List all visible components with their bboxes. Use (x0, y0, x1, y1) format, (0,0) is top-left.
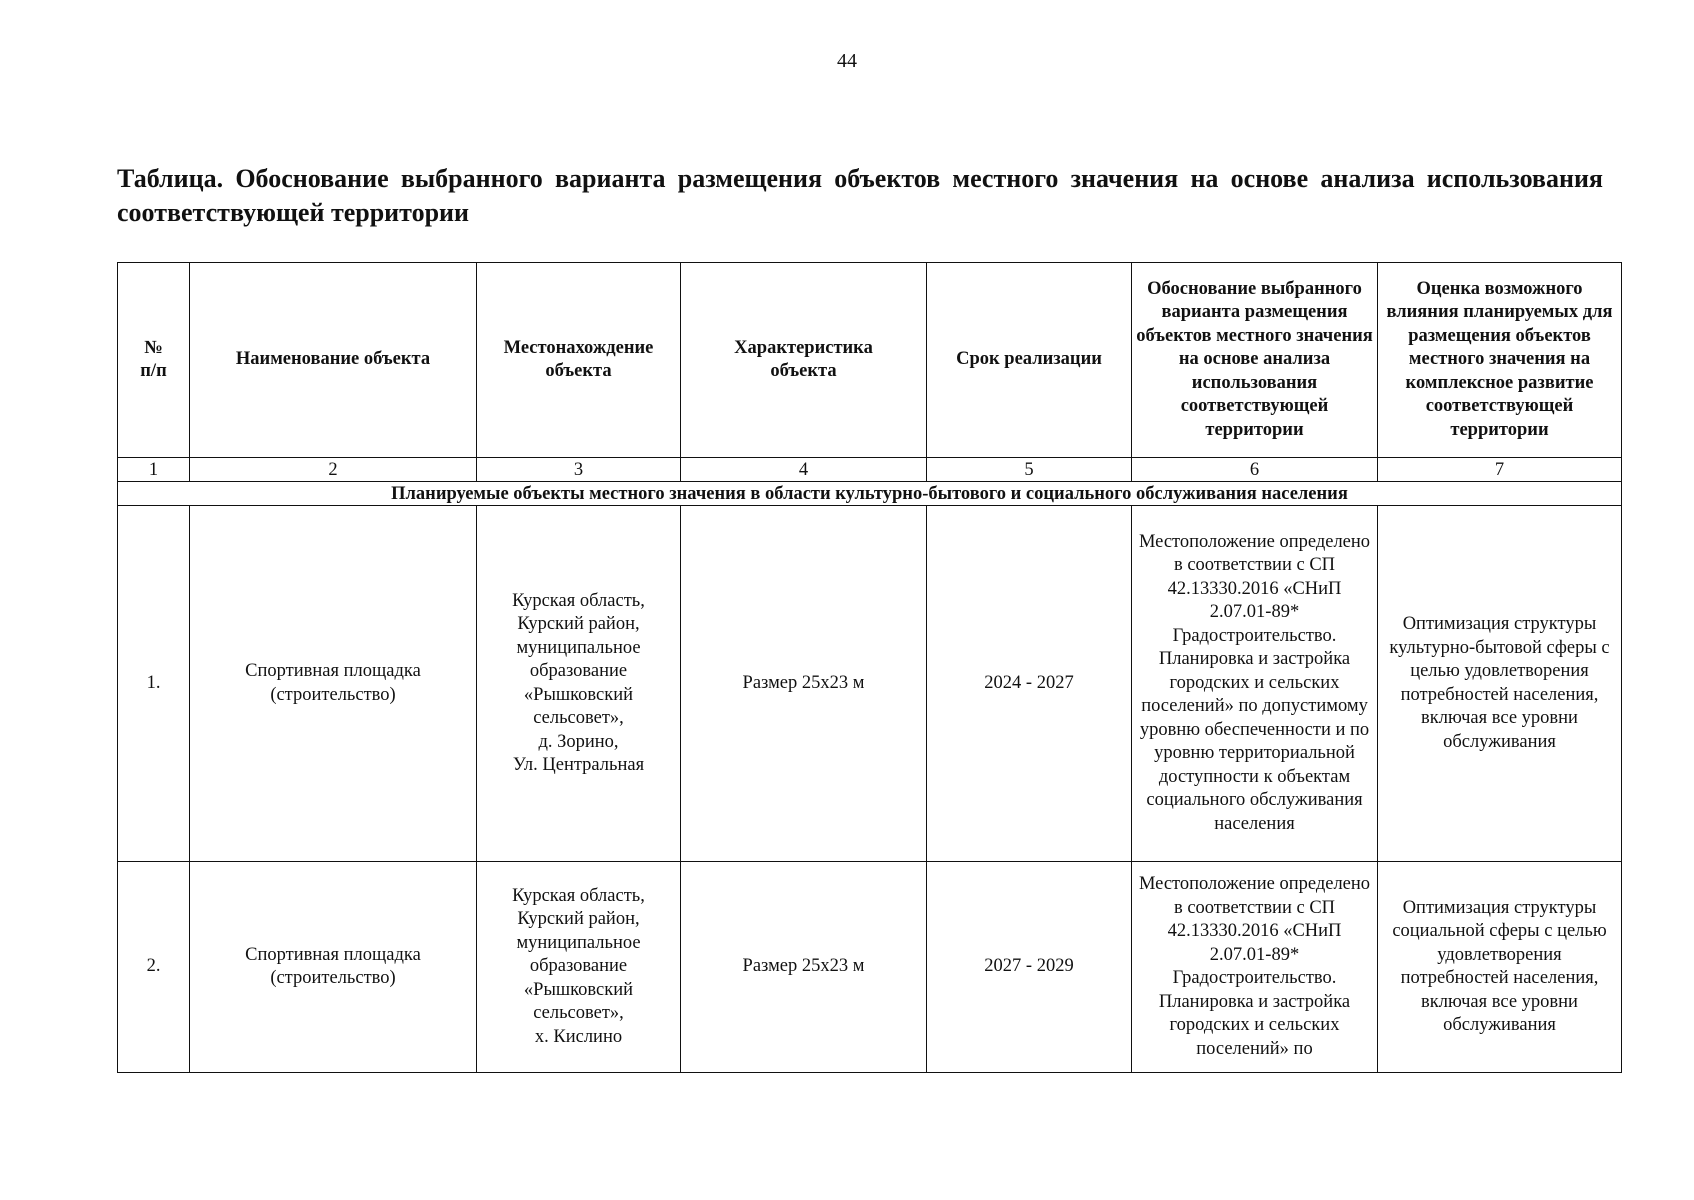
impact-assessment: Оптимизация структуры культурно-бытовой сферы с целью удовлетворения потребностей населения, включая все уровни обслуживания (1378, 506, 1622, 862)
placement-justification: Местоположение определено в соответствии с СП 42.13330.2016 «СНиП 2.07.01-89* Градостроительство. Планировка и застройка городских и сельских поселений» по допустимому уровню обеспеченности и по уровню территориальной доступности к объектам социального обслуживания населения (1132, 506, 1378, 862)
page-number: 44 (837, 50, 857, 72)
object-name: Спортивная площадка (строительство) (190, 506, 477, 862)
implementation-term: 2027 - 2029 (927, 862, 1132, 1073)
object-location: Курская область, Курский район, муниципальное образование «Рышковский сельсовет», х. Кислино (477, 862, 681, 1073)
header-object-name: Наименование объекта (190, 263, 477, 458)
column-number: 5 (927, 458, 1132, 482)
header-number: № п/п (118, 263, 190, 458)
table-header-row (118, 263, 1622, 458)
object-name: Спортивная площадка (строительство) (190, 862, 477, 1073)
impact-assessment: Оптимизация структуры социальной сферы с целью удовлетворения потребностей населения, включая все уровни обслуживания (1378, 862, 1622, 1073)
section-title: Планируемые объекты местного значения в области культурно-бытового и социального обслуживания населения (118, 482, 1622, 506)
header-location: Местонахождение объекта (477, 263, 681, 458)
object-characteristic: Размер 25х23 м (681, 506, 927, 862)
table-row (118, 506, 1622, 862)
column-number: 1 (118, 458, 190, 482)
column-number: 7 (1378, 458, 1622, 482)
header-characteristic: Характеристика объекта (681, 263, 927, 458)
column-numbers-row (118, 458, 1622, 482)
row-number: 2. (118, 862, 190, 1073)
table-row (118, 862, 1622, 1073)
placement-justification-text: Местоположение определено в соответствии с СП 42.13330.2016 «СНиП 2.07.01-89* Градостроительство. Планировка и застройка городских и сельских поселений» по (1138, 874, 1371, 1059)
placement-justification (1132, 862, 1378, 1073)
column-number: 3 (477, 458, 681, 482)
column-number: 2 (190, 458, 477, 482)
object-location: Курская область, Курский район, муниципальное образование «Рышковский сельсовет», д. Зорино, Ул. Центральная (477, 506, 681, 862)
row-number: 1. (118, 506, 190, 862)
header-term: Срок реализации (927, 263, 1132, 458)
object-characteristic: Размер 25х23 м (681, 862, 927, 1073)
column-number: 6 (1132, 458, 1378, 482)
objects-table (117, 262, 1622, 1073)
section-row (118, 482, 1622, 506)
implementation-term: 2024 - 2027 (927, 506, 1132, 862)
column-number: 4 (681, 458, 927, 482)
header-impact: Оценка возможного влияния планируемых для размещения объектов местного значения на комплексное развитие соответствующей территории (1378, 263, 1622, 458)
document-title: Таблица. Обоснование выбранного варианта размещения объектов местного значения на основе анализа использования соответствующей территории (117, 164, 1603, 227)
header-justification: Обоснование выбранного варианта размещения объектов местного значения на основе анализа использования соответствующей территории (1132, 263, 1378, 458)
